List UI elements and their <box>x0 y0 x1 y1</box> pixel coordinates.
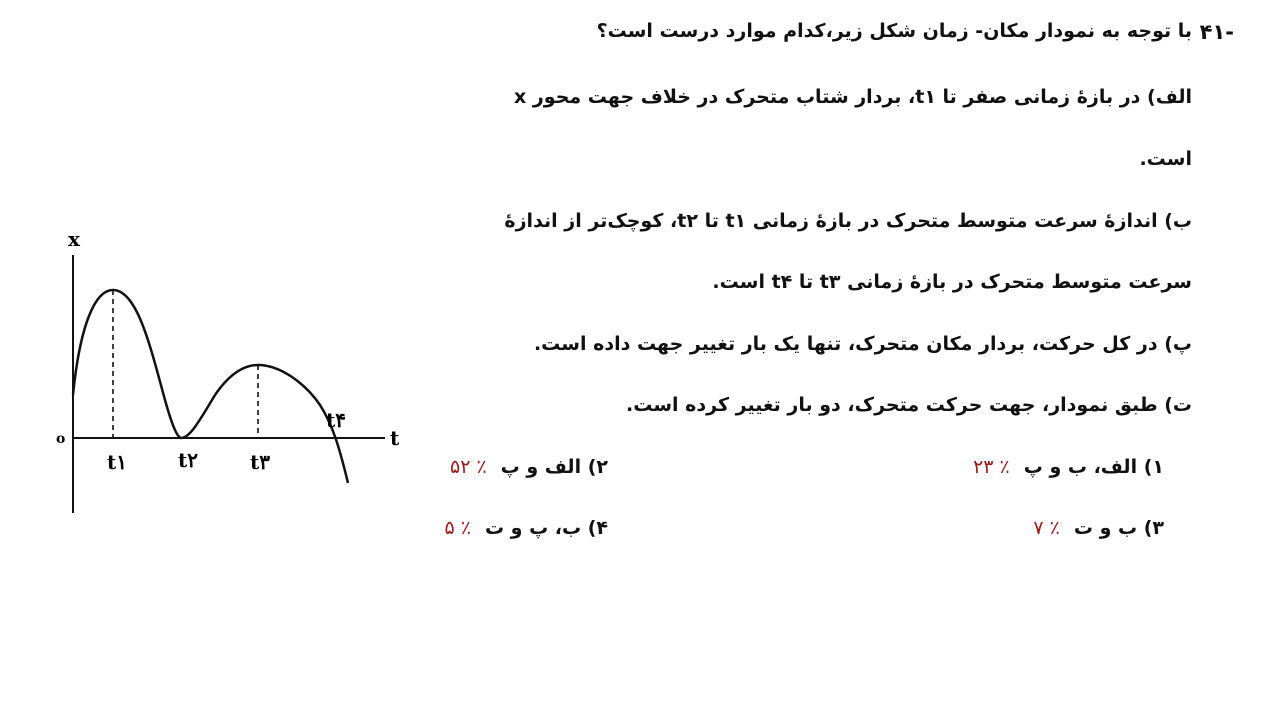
option-1-percent: ٪ ۲۳ <box>973 456 1010 478</box>
question-number: ۴۱- <box>1199 20 1234 44</box>
statement-be-line2: سرعت متوسط متحرک در بازهٔ زمانی t۳ تا t۴ است. <box>712 271 1192 293</box>
statement-alef-line2: است. <box>1139 148 1192 170</box>
statement-te: ت) طبق نمودار، جهت حرکت متحرک، دو بار تغییر کرده است. <box>626 394 1192 416</box>
t1-label: t۱ <box>107 450 127 474</box>
question-stem: با توجه به نمودار مکان- زمان شکل زیر،کدام موارد درست است؟ <box>596 20 1192 42</box>
option-4-percent: ٪ ۵ <box>444 517 471 539</box>
x-axis-label: t <box>390 426 400 450</box>
option-3-percent: ٪ ۷ <box>1033 517 1060 539</box>
t3-label: t۳ <box>250 450 270 474</box>
position-time-graph <box>50 225 410 525</box>
option-2-label: ۲) الف و پ <box>500 456 608 478</box>
statement-alef-line1: الف) در بازهٔ زمانی صفر تا t۱، بردار شتاب متحرک در خلاف جهت محور x <box>513 86 1192 108</box>
option-3[interactable] <box>1033 517 1164 539</box>
t2-label: t۲ <box>178 448 198 472</box>
option-4[interactable] <box>444 517 608 539</box>
option-2-percent: ٪ ۵۲ <box>450 456 487 478</box>
option-1-label: ۱) الف، ب و پ <box>1023 456 1164 478</box>
t4-label: t۴ <box>326 408 346 432</box>
option-1[interactable] <box>973 456 1164 478</box>
option-2[interactable] <box>450 456 608 478</box>
origin-label: o <box>56 431 66 447</box>
statement-be-line1: ب) اندازهٔ سرعت متوسط متحرک در بازهٔ زمانی t۱ تا t۲، کوچک‌تر از اندازهٔ <box>504 210 1192 232</box>
y-axis-label: x <box>68 227 80 251</box>
statement-pe: پ) در کل حرکت، بردار مکان متحرک، تنها یک بار تغییر جهت داده است. <box>533 333 1192 355</box>
option-3-label: ۳) ب و ت <box>1073 517 1164 539</box>
option-4-label: ۴) ب، پ و ت <box>484 517 608 539</box>
